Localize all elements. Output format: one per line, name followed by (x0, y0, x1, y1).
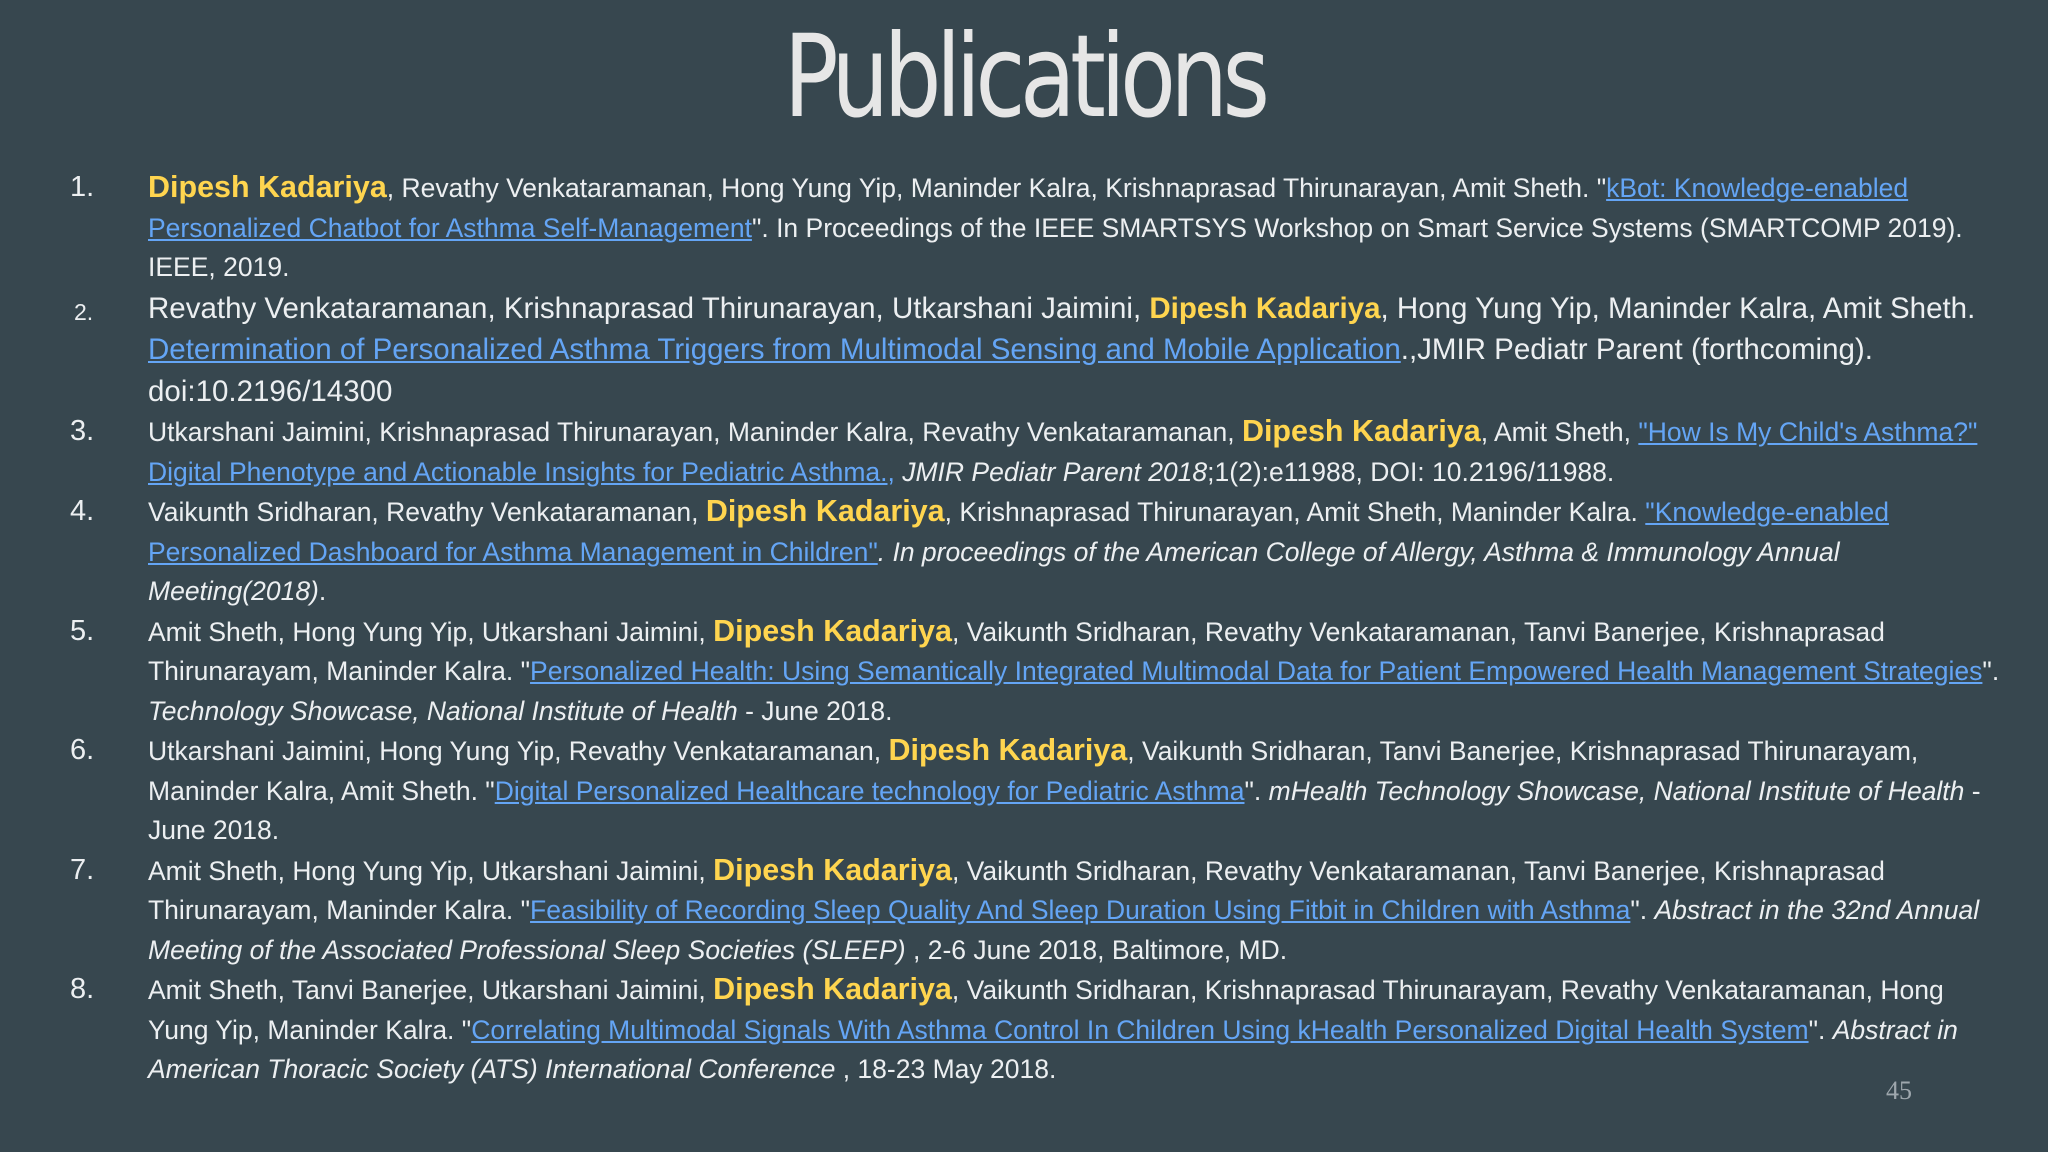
link-suffix: ". (1808, 1014, 1833, 1045)
authors-after: , Krishnaprasad Thirunarayan, Amit Sheth, Maninder Kalra. (944, 497, 1646, 527)
publication-item-1 (0, 168, 2008, 288)
publication-number: 3. (70, 415, 95, 447)
link-suffix: ". (1982, 656, 2000, 686)
authors-before: Revathy Venkataramanan, Krishnaprasad Thirunarayan, Utkarshani Jaimini, (148, 291, 1150, 325)
link-suffix: , (887, 456, 895, 487)
authors-after: , Vaikunth Sridharan, Krishnaprasad Thirunarayam, Revathy Venkataramanan, Hong Yung Yip, Maninder Kalra. " (148, 975, 1944, 1045)
authors-before: Amit Sheth, Hong Yung Yip, Utkarshani Jaimini, (148, 616, 714, 647)
publication-link[interactable]: Feasibility of Recording Sleep Quality And Sleep Duration Using Fitbit in Children with Asthma (530, 895, 1631, 925)
authors-before: Amit Sheth, Tanvi Banerjee, Utkarshani Jaimini, (148, 975, 714, 1005)
publication-rest: ;1(2):e11988, DOI: 10.2196/11988. (1207, 456, 1615, 487)
publication-rest: - June 2018. (148, 775, 1981, 845)
authors-after: , Revathy Venkataramanan, Hong Yung Yip, Maninder Kalra, Krishnaprasad Thirunarayan, Amit Sheth. " (386, 173, 1607, 203)
publication-venue: JMIR Pediatr Parent 2018 (894, 456, 1208, 487)
publication-text (148, 970, 2008, 1090)
publication-list (0, 168, 2048, 1090)
authors-after: , Vaikunth Sridharan, Tanvi Banerjee, Krishnaprasad Thirunarayam, Maninder Kalra, Amit Sheth. " (148, 736, 1919, 806)
publication-text (148, 168, 2008, 288)
highlighted-author: Dipesh Kadariya (713, 852, 952, 887)
highlighted-author: Dipesh Kadariya (713, 613, 952, 648)
publication-number: 6. (70, 734, 95, 766)
authors-after: , Hong Yung Yip, Maninder Kalra, Amit Sheth. (1380, 291, 1976, 325)
link-suffix: ". (1244, 775, 1269, 806)
link-suffix: ". (1630, 895, 1655, 925)
publication-item-3 (0, 412, 2008, 492)
publication-number: 2. (74, 298, 94, 325)
authors-before: Utkarshani Jaimini, Krishnaprasad Thirunarayan, Maninder Kalra, Revathy Venkataramanan, (148, 417, 1242, 447)
highlighted-author: Dipesh Kadariya (148, 170, 387, 204)
publication-link[interactable]: Personalized Health: Using Semantically Integrated Multimodal Data for Patient Empowered Health Management Strategies (530, 656, 1983, 686)
publication-rest: .,JMIR Pediatr Parent (forthcoming). doi:10.2196/14300 (148, 333, 1873, 408)
page-title: Publications (783, 10, 1265, 143)
publication-venue: Abstract in the 32nd Annual Meeting of the Associated Professional Sleep Societies (SLEEP) (148, 895, 1980, 965)
highlighted-author: Dipesh Kadariya (705, 494, 945, 528)
publication-number: 5. (70, 614, 95, 647)
highlighted-author: Dipesh Kadariya (1149, 291, 1381, 325)
publication-number: 7. (70, 853, 95, 886)
publication-venue: Abstract in American Thoracic Society (ATS) International Conference (148, 1014, 1958, 1084)
publication-item-6 (0, 731, 2008, 851)
publication-link[interactable]: "How Is My Child's Asthma?" Digital Phenotype and Actionable Insights for Pediatric Asthma. (148, 417, 1978, 487)
authors-before: Amit Sheth, Hong Yung Yip, Utkarshani Jaimini, (148, 855, 714, 886)
publication-item-2 (0, 288, 2008, 413)
authors-after: , Amit Sheth, (1480, 417, 1639, 447)
publication-link[interactable]: kBot: Knowledge-enabled Personalized Chatbot for Asthma Self-Management (148, 173, 1909, 243)
publication-venue: mHealth Technology Showcase, National Institute of Health (1268, 775, 1965, 806)
authors-after: , Vaikunth Sridharan, Revathy Venkataramanan, Tanvi Banerjee, Krishnaprasad Thirunarayam, Maninder Kalra. " (148, 616, 1885, 686)
publication-text (148, 731, 2008, 851)
publication-link[interactable]: Determination of Personalized Asthma Triggers from Multimodal Sensing and Mobile Application (148, 333, 1401, 366)
publication-rest: ". In Proceedings of the IEEE SMARTSYS Workshop on Smart Service Systems (SMARTCOMP 2019). IEEE, 2019. (148, 212, 1963, 282)
publication-rest: . (318, 576, 327, 606)
publication-text (148, 851, 2008, 971)
highlighted-author: Dipesh Kadariya (1241, 414, 1481, 448)
publication-text (148, 412, 2008, 492)
publication-item-7 (0, 851, 2008, 971)
publication-number: 1. (70, 171, 95, 203)
highlighted-author: Dipesh Kadariya (888, 733, 1128, 767)
highlighted-author: Dipesh Kadariya (713, 972, 952, 1006)
authors-before: Utkarshani Jaimini, Hong Yung Yip, Revathy Venkataramanan, (148, 736, 889, 766)
publication-item-4 (0, 492, 2008, 612)
authors-before: Vaikunth Sridharan, Revathy Venkataramanan, (148, 497, 706, 527)
publication-link[interactable]: Correlating Multimodal Signals With Asthma Control In Children Using kHealth Personalized Digital Health System (471, 1014, 1809, 1045)
publication-item-8 (0, 970, 2008, 1090)
publication-text (148, 492, 2008, 612)
publication-rest: , 18-23 May 2018. (835, 1054, 1057, 1084)
publication-number: 4. (70, 495, 95, 527)
publication-number: 8. (70, 973, 95, 1005)
publication-text (148, 288, 2008, 413)
publication-venue: Technology Showcase, National Institute of Health (148, 695, 738, 726)
publication-item-5 (0, 612, 2008, 732)
publication-rest: - June 2018. (737, 695, 893, 726)
publication-venue: . In proceedings of the American College of Allergy, Asthma & Immunology Annual Meeting(2018) (148, 536, 1840, 606)
publication-rest: , 2-6 June 2018, Baltimore, MD. (905, 934, 1288, 965)
publication-link[interactable]: "Knowledge-enabled Personalized Dashboard for Asthma Management in Children" (148, 497, 1889, 567)
authors-after: , Vaikunth Sridharan, Revathy Venkataramanan, Tanvi Banerjee, Krishnaprasad Thirunarayam, Maninder Kalra. " (148, 855, 1885, 925)
publication-link[interactable]: Digital Personalized Healthcare technology for Pediatric Asthma (494, 775, 1245, 806)
publication-text (148, 612, 2008, 732)
page-number: 45 (1886, 1076, 1912, 1105)
